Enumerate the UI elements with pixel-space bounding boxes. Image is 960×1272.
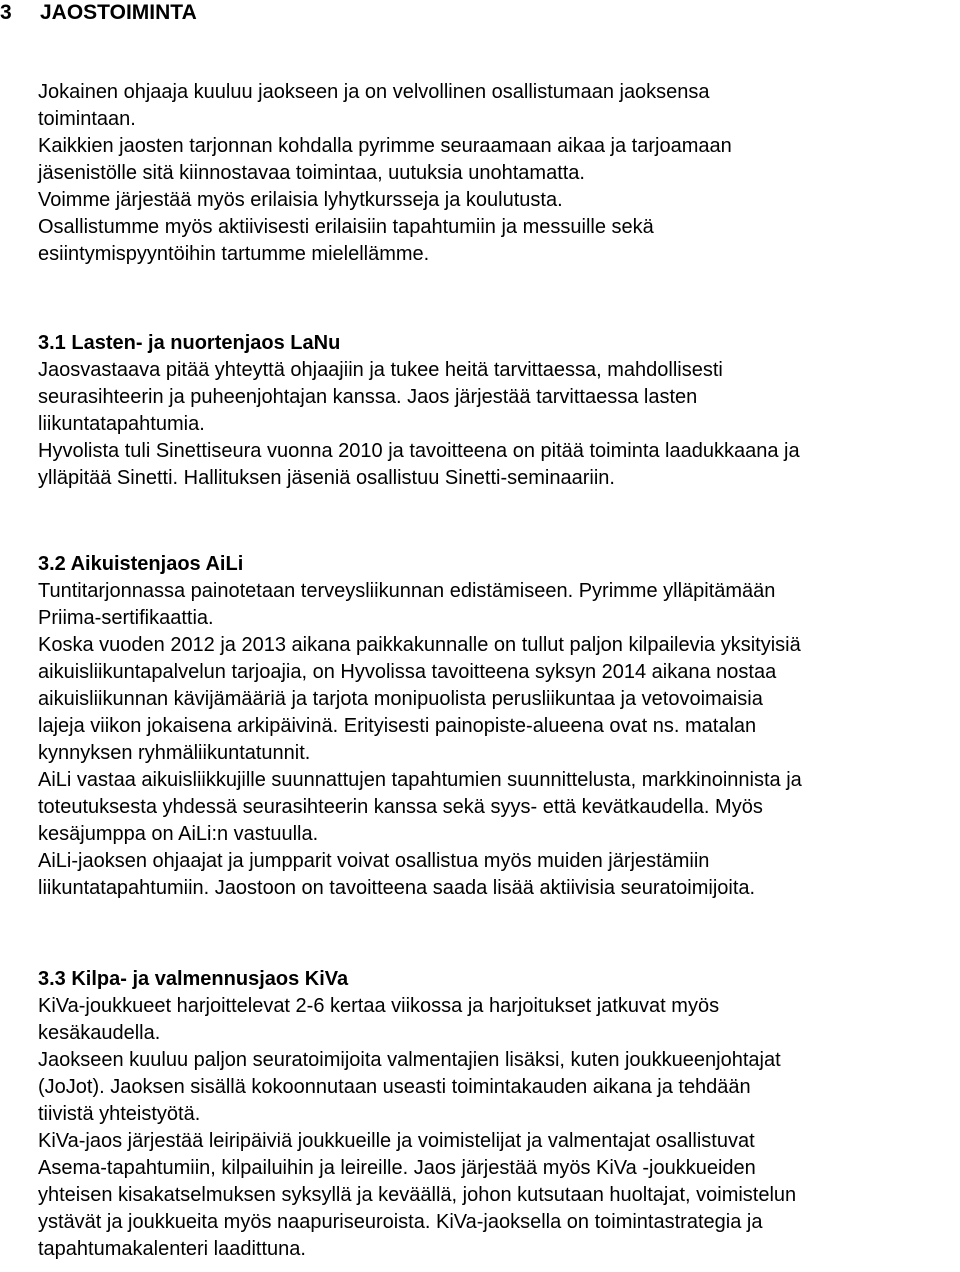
text-line: AiLi-jaoksen ohjaajat ja jumpparit voivat osallistua myös muiden järjestämiin — [38, 850, 710, 872]
text-line: ylläpitää Sinetti. Hallituksen jäseniä osallistuu Sinetti-seminaariin. — [38, 467, 615, 489]
text-line: Asema-tapahtumiin, kilpailuihin ja leireille. Jaos järjestää myös KiVa -joukkueiden — [38, 1157, 756, 1179]
section-kiva — [38, 966, 960, 1263]
chapter-title-text: JAOSTOIMINTA — [40, 1, 197, 24]
text-line: Kaikkien jaosten tarjonnan kohdalla pyrimme seuraamaan aikaa ja tarjoamaan — [38, 135, 732, 157]
text-line: KiVa-jaos järjestää leiripäiviä joukkueille ja voimistelijat ja valmentajat osallistuvat — [38, 1130, 755, 1152]
text-line: jäsenistölle sitä kiinnostavaa toimintaa, uutuksia unohtamatta. — [38, 162, 585, 184]
text-line: seurasihteerin ja puheenjohtajan kanssa. Jaos järjestää tarvittaessa lasten — [38, 386, 698, 408]
chapter-title — [0, 0, 197, 26]
text-line: (JoJot). Jaoksen sisällä kokoonnutaan useasti toimintakauden aikana ja tehdään — [38, 1076, 751, 1098]
section-heading: 3.1 Lasten- ja nuortenjaos LaNu — [38, 332, 341, 354]
text-line: Tuntitarjonnassa painotetaan terveysliikunnan edistämiseen. Pyrimme ylläpitämään — [38, 580, 776, 602]
text-line: Koska vuoden 2012 ja 2013 aikana paikkakunnalle on tullut paljon kilpailevia yksityisiä — [38, 634, 801, 656]
section-heading: 3.2 Aikuistenjaos AiLi — [38, 553, 244, 575]
intro-section — [38, 79, 960, 268]
section-heading: 3.3 Kilpa- ja valmennusjaos KiVa — [38, 968, 349, 990]
text-line: tiivistä yhteistyötä. — [38, 1103, 201, 1125]
text-line: liikuntatapahtumia. — [38, 413, 205, 435]
section-lanu — [38, 330, 960, 492]
text-line: Jaokseen kuuluu paljon seuratoimijoita valmentajien lisäksi, kuten joukkueenjohtajat — [38, 1049, 781, 1071]
text-line: esiintymispyyntöihin tartumme mielellämme. — [38, 243, 430, 265]
text-line: KiVa-joukkueet harjoittelevat 2-6 kertaa viikossa ja harjoitukset jatkuvat myös — [38, 995, 720, 1017]
section-aili — [38, 551, 960, 902]
text-line: ystävät ja joukkueita myös naapuriseuroista. KiVa-jaoksella on toimintastrategia ja — [38, 1211, 763, 1233]
text-line: liikuntatapahtumiin. Jaostoon on tavoitteena saada lisää aktiivisia seuratoimijoita. — [38, 877, 756, 899]
text-line: Voimme järjestää myös erilaisia lyhytkursseja ja koulutusta. — [38, 189, 563, 211]
text-line: Osallistumme myös aktiivisesti erilaisiin tapahtumiin ja messuille sekä — [38, 216, 654, 238]
text-line: kesäjumppa on AiLi:n vastuulla. — [38, 823, 319, 845]
text-line: tapahtumakalenteri laadittuna. — [38, 1238, 306, 1260]
text-line: AiLi vastaa aikuisliikkujille suunnattujen tapahtumien suunnittelusta, markkinoinnista ja — [38, 769, 802, 791]
text-line: kynnyksen ryhmäliikuntatunnit. — [38, 742, 311, 764]
text-line: toimintaan. — [38, 108, 136, 130]
text-line: yhteisen kisakatselmuksen syksyllä ja keväällä, johon kutsutaan huoltajat, voimistelun — [38, 1184, 797, 1206]
text-line: aikuisliikuntapalvelun tarjoajia, on Hyvolissa tavoitteena syksyn 2014 aikana nostaa — [38, 661, 777, 683]
text-line: Hyvolista tuli Sinettiseura vuonna 2010 ja tavoitteena on pitää toiminta laadukkaana ja — [38, 440, 800, 462]
text-line: Priima-sertifikaattia. — [38, 607, 214, 629]
text-line: aikuisliikunnan kävijämääriä ja tarjota monipuolista perusliikuntaa ja vetovoimaisia — [38, 688, 763, 710]
text-line: kesäkaudella. — [38, 1022, 161, 1044]
text-line: Jaosvastaava pitää yhteyttä ohjaajiin ja tukee heitä tarvittaessa, mahdollisesti — [38, 359, 723, 381]
chapter-number: 3 — [0, 1, 12, 24]
text-line: Jokainen ohjaaja kuuluu jaokseen ja on velvollinen osallistumaan jaoksensa — [38, 81, 710, 103]
text-line: lajeja viikon jokaisena arkipäivinä. Erityisesti painopiste-alueena ovat ns. matalan — [38, 715, 757, 737]
text-line: toteutuksesta yhdessä seurasihteerin kanssa sekä syys- että kevätkaudella. Myös — [38, 796, 763, 818]
